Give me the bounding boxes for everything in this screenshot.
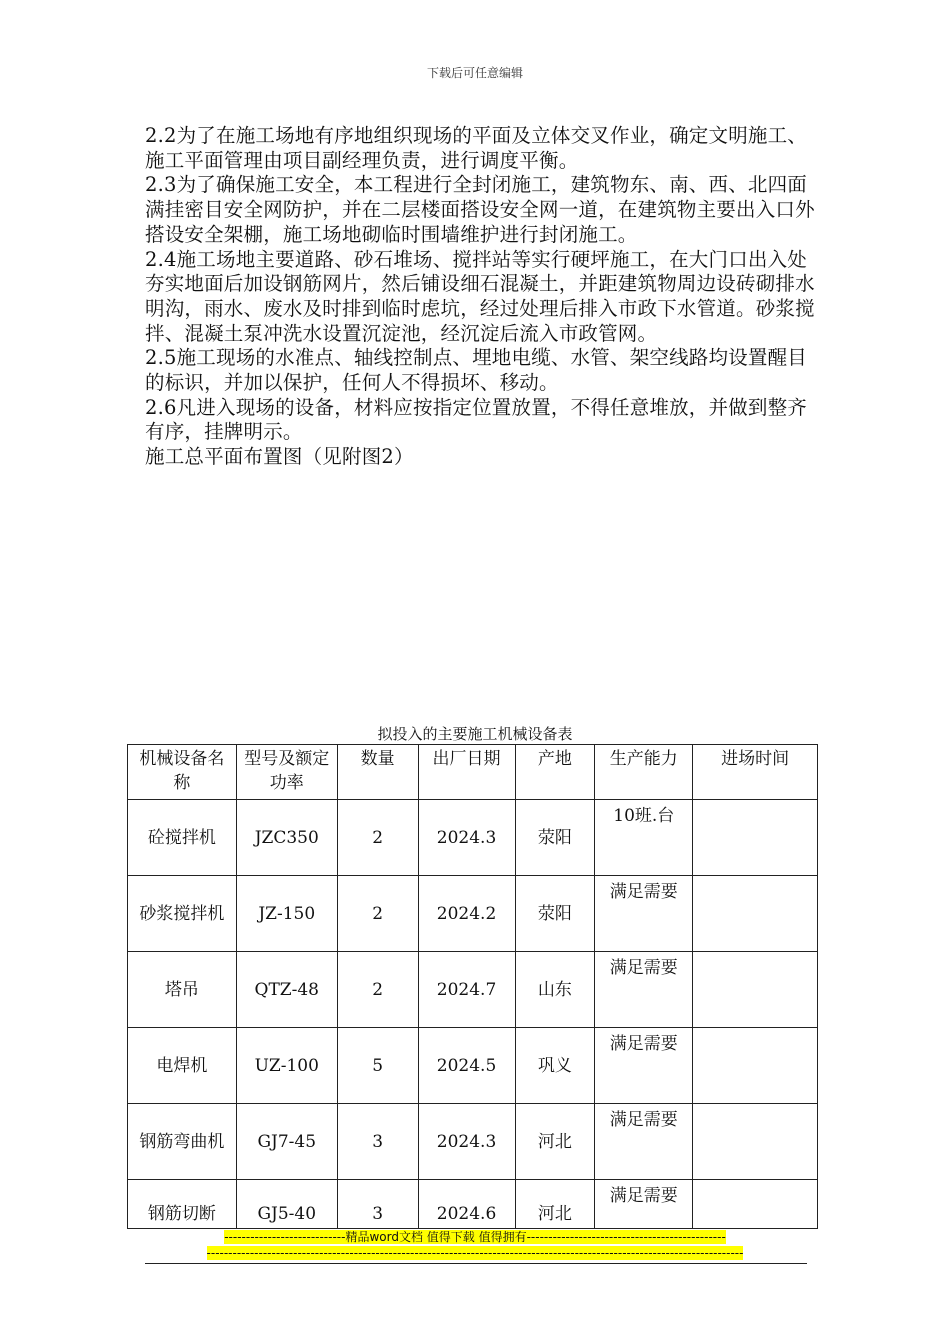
table-cell: GJ5-40 — [236, 1180, 337, 1229]
table-cell: UZ-100 — [236, 1028, 337, 1104]
layout-plan-reference: 施工总平面布置图（见附图2） — [145, 445, 414, 469]
footer-dash-line — [0, 1245, 950, 1261]
table-cell: 砼搅拌机 — [128, 800, 237, 876]
table-cell: 荥阳 — [515, 800, 595, 876]
table-cell: 满足需要 — [595, 1104, 693, 1180]
header-cell: 出厂日期 — [418, 745, 515, 800]
table-cell: 2024.6 — [418, 1180, 515, 1229]
header-cell: 产地 — [515, 745, 595, 800]
table-cell: 2024.7 — [418, 952, 515, 1028]
table-cell: GJ7-45 — [236, 1104, 337, 1180]
paragraph-2-6: 2.6凡进入现场的设备，材料应按指定位置放置，不得任意堆放，并做到整齐有序，挂牌明示。 — [145, 395, 808, 444]
table-cell: 河北 — [515, 1180, 595, 1229]
table-cell: 2 — [337, 876, 418, 952]
table-cell: 3 — [337, 1180, 418, 1229]
table-cell: 2024.3 — [418, 1104, 515, 1180]
table-row — [128, 876, 818, 952]
table-cell: 钢筋切断 — [128, 1180, 237, 1229]
table-cell: JZ-150 — [236, 876, 337, 952]
table-row — [128, 952, 818, 1028]
table-cell: 满足需要 — [595, 952, 693, 1028]
table-caption: 拟投入的主要施工机械设备表 — [377, 725, 573, 743]
table-cell: 10班.台 — [595, 800, 693, 876]
table-row — [128, 1180, 818, 1229]
table-cell: 荥阳 — [515, 876, 595, 952]
table-cell: JZC350 — [236, 800, 337, 876]
header-cell: 型号及额定功率 — [236, 745, 337, 800]
body-text — [145, 124, 825, 470]
paragraph-2-3: 2.3为了确保施工安全，本工程进行全封闭施工，建筑物东、南、西、北四面满挂密目安全网防护，并在二层楼面搭设安全网一道，在建筑物主要出入口外搭设安全架棚，施工场地砌临时围墙维护进行封闭施工。 — [145, 173, 815, 246]
table-cell — [693, 952, 818, 1028]
table-cell: 塔吊 — [128, 952, 237, 1028]
table-cell — [693, 1028, 818, 1104]
table-row — [128, 800, 818, 876]
table-cell: 2024.3 — [418, 800, 515, 876]
table-cell: 3 — [337, 1104, 418, 1180]
table-cell: 满足需要 — [595, 876, 693, 952]
table-cell — [693, 1104, 818, 1180]
table-row — [128, 1028, 818, 1104]
header-cell: 机械设备名称 — [128, 745, 237, 800]
table-cell: 5 — [337, 1028, 418, 1104]
table-cell: 2 — [337, 952, 418, 1028]
table-cell: 河北 — [515, 1104, 595, 1180]
table-cell — [693, 800, 818, 876]
equipment-table — [127, 744, 818, 1229]
table-cell — [693, 876, 818, 952]
paragraph-2-4: 2.4施工场地主要道路、砂石堆场、搅拌站等实行硬坪施工，在大门口出入处夯实地面后加设钢筋网片，然后铺设细石混凝土，并距建筑物周边设砖砌排水明沟，雨水、废水及时排到临时虑坑，经过处理后排入市政下水管道。砂浆搅拌、混凝土泵冲洗水设置沉淀池，经沉淀后流入市政管网。 — [145, 247, 815, 345]
table-cell: 2024.2 — [418, 876, 515, 952]
table-cell: 满足需要 — [595, 1180, 693, 1229]
footer-banner — [0, 1229, 950, 1245]
table-cell: QTZ-48 — [236, 952, 337, 1028]
table-cell: 2024.5 — [418, 1028, 515, 1104]
table-cell: 巩义 — [515, 1028, 595, 1104]
page-header-note: 下载后可任意编辑 — [426, 66, 523, 80]
table-header-row — [128, 745, 818, 800]
header-cell: 数量 — [337, 745, 418, 800]
header-cell: 进场时间 — [693, 745, 818, 800]
table-cell: 满足需要 — [595, 1028, 693, 1104]
table-cell: 山东 — [515, 952, 595, 1028]
table-cell: 砂浆搅拌机 — [128, 876, 237, 952]
table-cell — [693, 1180, 818, 1229]
table-cell: 2 — [337, 800, 418, 876]
header-cell: 生产能力 — [595, 745, 693, 800]
table-cell: 电焊机 — [128, 1028, 237, 1104]
table-cell: 钢筋弯曲机 — [128, 1104, 237, 1180]
table-row — [128, 1104, 818, 1180]
footer-banner-text: ----------------------------精品word文档 值得下载 值得拥有---------------------------------------------- — [224, 1230, 726, 1244]
footer-rule — [145, 1263, 807, 1264]
footer-dash-text: ---------------------------------------------------------------------------------------------------------------------------- — [206, 1246, 744, 1260]
paragraph-2-2: 2.2为了在施工场地有序地组织现场的平面及立体交叉作业，确定文明施工、施工平面管理由项目副经理负责，进行调度平衡。 — [145, 124, 808, 172]
paragraph-2-5: 2.5施工现场的水准点、轴线控制点、埋地电缆、水管、架空线路均设置醒目的标识，并加以保护，任何人不得损坏、移动。 — [145, 346, 808, 395]
